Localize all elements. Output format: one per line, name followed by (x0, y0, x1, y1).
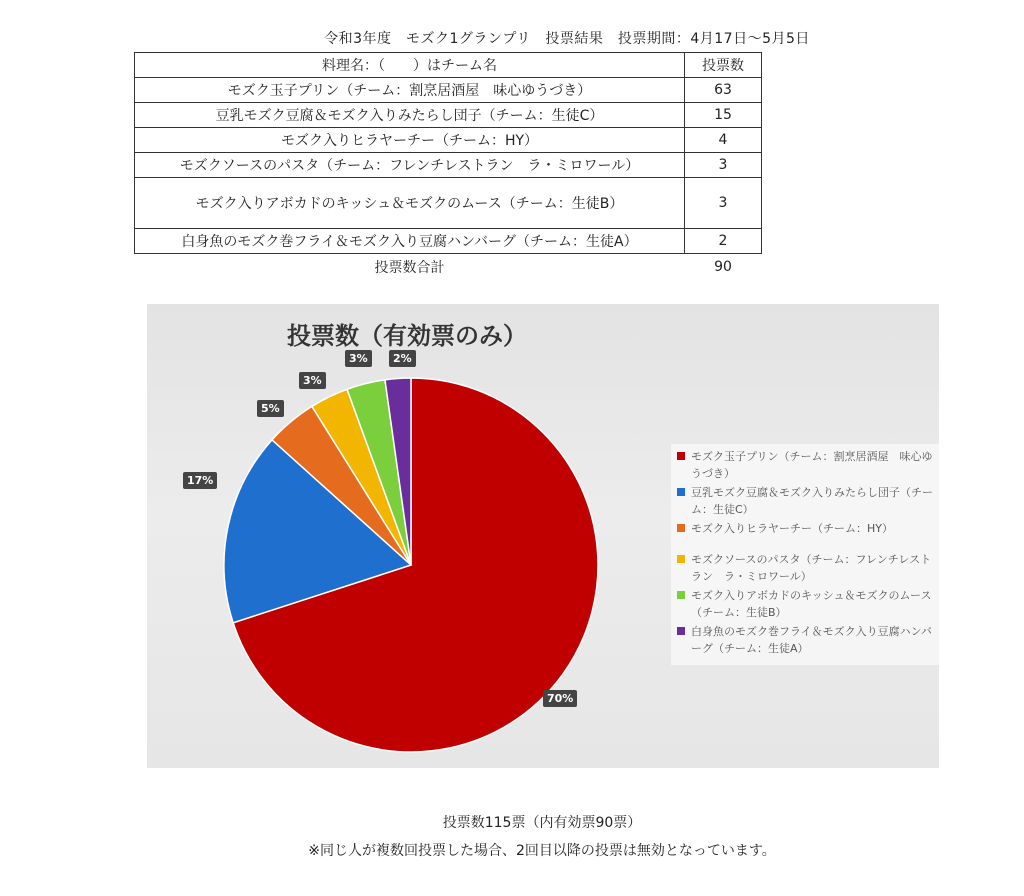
dish-name: モズク入りヒラヤーチー（チーム：HY） (135, 128, 685, 153)
vote-count: 4 (685, 128, 762, 153)
table-row (135, 153, 762, 178)
header-vote-count: 投票数 (685, 53, 762, 78)
table-row (135, 178, 762, 229)
votes-table (134, 52, 762, 280)
dish-name: モズクソースのパスタ（チーム：フレンチレストラン ラ・ミロワール） (135, 153, 685, 178)
chart-title: 投票数（有効票のみ） (287, 322, 527, 350)
table-row (135, 229, 762, 254)
slice-data-label: 5% (257, 400, 284, 417)
legend-swatch (677, 452, 685, 460)
table-row (135, 103, 762, 128)
vote-count: 15 (685, 103, 762, 128)
slice-data-label: 17% (183, 472, 217, 489)
legend-label: モズク玉子プリン（チーム：割烹居酒屋 味心ゆうづき） (691, 450, 933, 480)
vote-count: 2 (685, 229, 762, 254)
vote-count: 63 (685, 78, 762, 103)
slice-data-label: 2% (389, 350, 416, 367)
dish-name: 豆乳モズク豆腐＆モズク入りみたらし団子（チーム：生徒C） (135, 103, 685, 128)
footer-note: ※同じ人が複数回投票した場合、2回目以降の投票は無効となっています。 (308, 843, 776, 859)
legend-item (677, 623, 937, 657)
legend-item (677, 448, 937, 482)
legend-swatch (677, 488, 685, 496)
total-value: 90 (714, 259, 732, 275)
slice-data-label: 3% (345, 350, 372, 367)
legend-label: モズク入りアボカドのキッシュ＆モズクのムース（チーム：生徒B） (691, 589, 932, 619)
table-total-row (135, 254, 762, 281)
table-header-row (135, 53, 762, 78)
legend-label: 豆乳モズク豆腐＆モズク入りみたらし団子（チーム：生徒C） (691, 486, 933, 516)
pie-chart-panel (147, 304, 939, 768)
table-row (135, 128, 762, 153)
legend-swatch (677, 555, 685, 563)
dish-name: モズク玉子プリン（チーム：割烹居酒屋 味心ゆうづき） (135, 78, 685, 103)
header-dish-name: 料理名：（ ）はチーム名 (135, 53, 685, 78)
legend-label: モズクソースのパスタ（チーム：フレンチレストラン ラ・ミロワール） (691, 553, 932, 583)
chart-legend (671, 444, 943, 665)
legend-item (677, 551, 937, 585)
legend-swatch (677, 591, 685, 599)
legend-swatch (677, 524, 685, 532)
dish-name: 白身魚のモズク巻フライ＆モズク入り豆腐ハンバーグ（チーム：生徒A） (135, 229, 685, 254)
total-label: 投票数合計 (374, 260, 445, 276)
vote-count: 3 (685, 153, 762, 178)
vote-count: 3 (685, 178, 762, 229)
legend-item (677, 587, 937, 621)
dish-name: モズク入りアボカドのキッシュ＆モズクのムース（チーム：生徒B） (135, 178, 685, 229)
legend-swatch (677, 627, 685, 635)
legend-label: モズク入りヒラヤーチー（チーム：HY） (691, 522, 893, 535)
legend-item (677, 520, 937, 537)
legend-item (677, 484, 937, 518)
legend-label: 白身魚のモズク巻フライ＆モズク入り豆腐ハンバーグ（チーム：生徒A） (691, 625, 932, 655)
slice-data-label: 3% (299, 372, 326, 389)
footer-total-votes: 投票数115票（内有効票90票） (442, 815, 642, 831)
page-heading: 令和3年度 モズク1グランプリ 投票結果 投票期間：4月17日〜5月5日 (324, 31, 810, 47)
slice-data-label: 70% (543, 690, 577, 707)
table-row (135, 78, 762, 103)
